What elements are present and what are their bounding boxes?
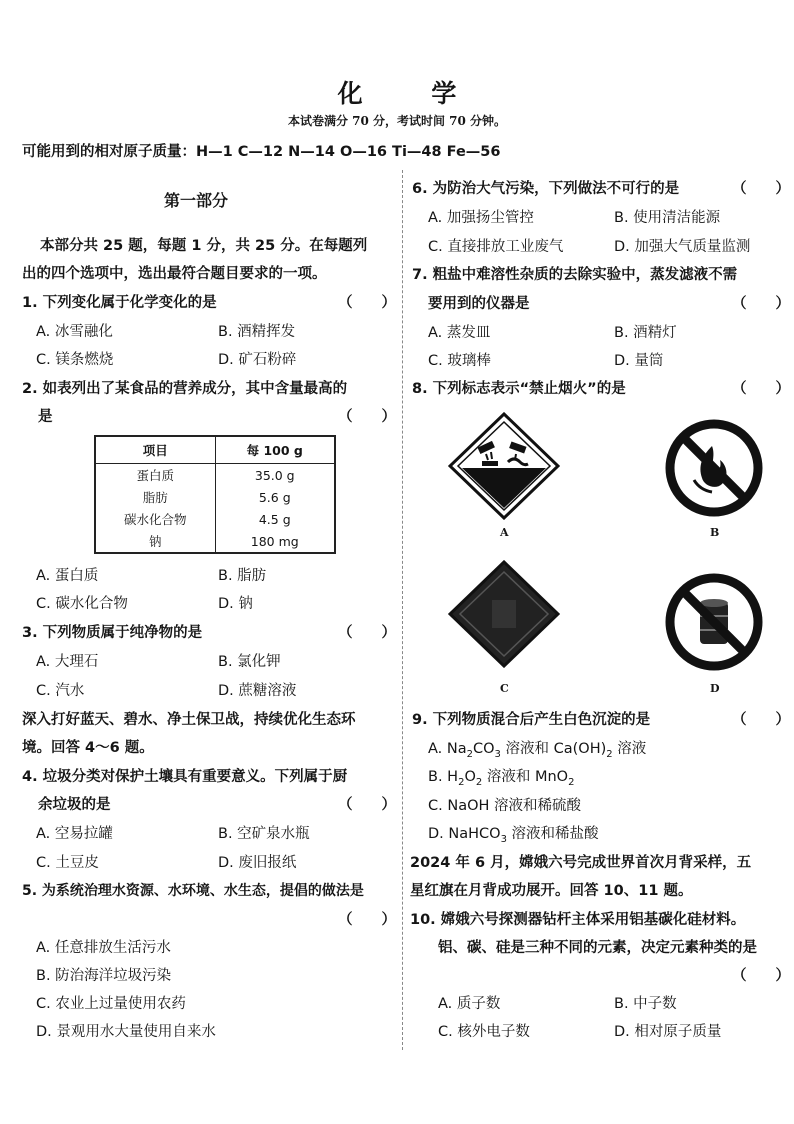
q9-a-part: 溶液 [612,741,647,757]
table-cell: 35.0 g [254,467,295,483]
nutrition-table [94,435,336,554]
q4-stem-2: 余垃圾的是 [38,797,111,813]
q9-a-sub: 2 [466,748,473,760]
hazard-diamond-sign-icon [448,560,560,668]
passage-2-line-1: 2024 年 6 月，嫦娥六号完成世界首次月背采样，五 [410,855,752,871]
q5-option-b: B. 防治海洋垃圾污染 [36,968,172,984]
q9-b-sub: 2 [475,776,483,788]
q3-option-a: A. 大理石 [36,654,99,670]
q9-d-part: 溶液和稀盐酸 [506,826,599,842]
no-storage-drum-sign-icon [664,572,764,672]
q3-option-d: D. 蔗糖溶液 [218,683,297,699]
q9-b-sub: 2 [458,776,465,788]
table-cell: 180 mg [250,533,299,549]
q5-answer-blank: （ ） [338,912,396,928]
q6-option-a: A. 加强扬尘管控 [428,210,534,226]
q1-answer-blank: （ ） [338,295,396,311]
corrosive-hazard-sign-icon [448,412,560,520]
q6-option-b: B. 使用清洁能源 [614,210,721,226]
q9-b-part: B. H [428,769,459,785]
q3-stem: 3. 下列物质属于纯净物的是 [22,625,203,641]
table-cell: 脂肪 [95,486,215,508]
q7-option-c: C. 玻璃棒 [428,353,491,369]
q4-answer-blank: （ ） [338,797,396,813]
q9-b-part: O [464,769,476,785]
q7-stem-2: 要用到的仪器是 [428,296,530,312]
q1-option-a: A. 冰雪融化 [36,324,113,340]
table-row [95,464,335,487]
page-title: 化 学 [337,79,487,108]
q1-option-b: B. 酒精挥发 [218,324,296,340]
q6-option-d: D. 加强大气质量监测 [614,239,751,255]
q9-a-part: A. Na [428,741,467,757]
table-cell: 4.5 g [258,511,291,527]
q10-option-b: B. 中子数 [614,996,677,1012]
exam-info: 本试卷满分 70 分，考试时间 70 分钟。 [287,114,507,128]
table-cell: 5.6 g [258,489,291,505]
q2-option-c: C. 碳水化合物 [36,596,128,612]
q10-option-a: A. 质子数 [438,996,501,1012]
q3-option-c: C. 汽水 [36,683,85,699]
q6-stem: 6. 为防治大气污染，下列做法不可行的是 [412,181,680,197]
q2-stem-1: 2. 如表列出了某食品的营养成分，其中含量最高的 [22,381,348,397]
q2-answer-blank: （ ） [338,409,396,425]
section-instructions-2: 出的四个选项中，选出最符合题目要求的一项。 [22,266,327,282]
q4-option-d: D. 废旧报纸 [218,855,297,871]
q5-stem: 5. 为系统治理水资源、水环境、水生态，提倡的做法是 [22,883,364,899]
q3-answer-blank: （ ） [338,625,396,641]
q4-option-a: A. 空易拉罐 [36,826,113,842]
table-cell: 钠 [95,530,215,553]
table-cell: 蛋白质 [95,464,215,487]
sign-label-c: C [500,682,509,695]
column-divider [402,170,403,1050]
q1-option-d: D. 矿石粉碎 [218,352,297,368]
q7-answer-blank: （ ） [732,296,790,312]
q9-a-part: CO [473,741,495,757]
q9-b-sub: 2 [568,776,575,788]
q10-option-c: C. 核外电子数 [438,1024,530,1040]
q10-stem-2: 铝、碳、硅是三种不同的元素，决定元素种类的是 [438,940,757,956]
q2-option-d: D. 钠 [218,596,253,612]
q9-a-sub: 2 [606,748,613,760]
table-row [95,508,335,530]
q7-option-a: A. 蒸发皿 [428,325,491,341]
q5-option-d: D. 景观用水大量使用自来水 [36,1024,216,1040]
q6-option-c: C. 直接排放工业废气 [428,239,564,255]
no-fire-sign-icon [664,418,764,518]
q9-b-part: 溶液和 MnO [482,769,569,785]
table-header-row [95,436,335,464]
q2-option-b: B. 脂肪 [218,568,267,584]
table-row [95,530,335,553]
q9-a-part: 溶液和 Ca(OH) [500,741,607,757]
q9-d-sub: 3 [500,833,507,845]
q4-stem-1: 4. 垃圾分类对保护土壤具有重要意义。下列属于厨 [22,769,348,785]
table-row [95,486,335,508]
q7-option-b: B. 酒精灯 [614,325,677,341]
passage-2-line-2: 星红旗在月背成功展开。回答 10、11 题。 [410,883,693,899]
sign-label-d: D [710,682,720,695]
q3-option-b: B. 氯化钾 [218,654,281,670]
q9-a-sub: 3 [494,748,501,760]
sign-label-a: A [500,526,509,539]
q8-stem: 8. 下列标志表示“禁止烟火”的是 [412,381,626,397]
passage-1-line-1: 深入打好蓝天、碧水、净土保卫战，持续优化生态环 [22,712,356,728]
section-instructions-1: 本部分共 25 题，每题 1 分，共 25 分。在每题列 [40,238,368,254]
q7-stem-1: 7. 粗盐中难溶性杂质的去除实验中，蒸发滤液不需 [412,267,738,283]
table-cell: 碳水化合物 [95,508,215,530]
q5-option-c: C. 农业上过量使用农药 [36,996,186,1012]
q7-option-d: D. 量筒 [614,353,664,369]
q1-stem: 1. 下列变化属于化学变化的是 [22,295,217,311]
q9-option-a [428,737,646,760]
q4-option-c: C. 土豆皮 [36,855,99,871]
q9-option-d [428,822,599,845]
q2-stem-2: 是 [38,409,53,425]
q4-option-b: B. 空矿泉水瓶 [218,826,310,842]
passage-1-line-2: 境。回答 4～6 题。 [22,740,154,756]
q9-d-part: D. NaHCO [428,826,501,842]
q5-option-a: A. 任意排放生活污水 [36,940,171,956]
q10-option-d: D. 相对原子质量 [614,1024,722,1040]
q9-option-b [428,765,574,788]
q8-answer-blank: （ ） [732,381,790,397]
q1-option-c: C. 镁条燃烧 [36,352,114,368]
table-header-cell: 每 100 g [215,436,335,464]
section-title: 第一部分 [164,191,229,210]
sign-label-b: B [710,526,720,539]
q10-stem-1: 10. 嫦娥六号探测器钻杆主体采用铝基碳化硅材料。 [410,912,746,928]
table-header-cell: 项目 [95,436,215,464]
q9-answer-blank: （ ） [732,712,790,728]
q6-answer-blank: （ ） [732,181,790,197]
q9-option-c: C. NaOH 溶液和稀硫酸 [428,798,581,814]
atomic-masses: 可能用到的相对原子质量：H—1 C—12 N—14 O—16 Ti—48 Fe—56 [22,144,501,160]
q2-option-a: A. 蛋白质 [36,568,99,584]
q10-answer-blank: （ ） [732,968,790,984]
q9-stem: 9. 下列物质混合后产生白色沉淀的是 [412,712,651,728]
